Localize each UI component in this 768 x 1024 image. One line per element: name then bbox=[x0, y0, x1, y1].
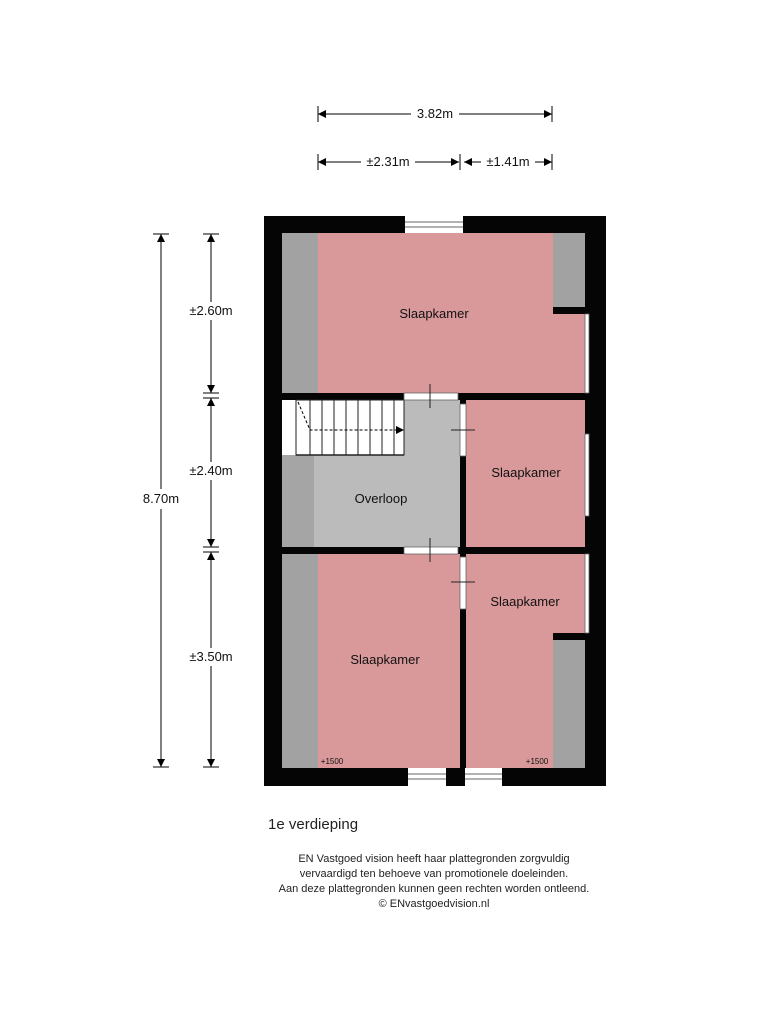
disclaimer-line: vervaardigd ten behoeve van promotionele doeleinden. bbox=[299, 868, 569, 880]
low-ceiling-top-right bbox=[553, 233, 585, 307]
disclaimer-line: EN Vastgoed vision heeft haar plattegronden zorgvuldig bbox=[298, 853, 570, 865]
height-marker-bottom-left: +1500 bbox=[320, 757, 344, 766]
room-label-bottom-left: Slaapkamer bbox=[350, 652, 420, 667]
window-right-top bbox=[585, 314, 589, 393]
disclaimer-line: Aan deze plattegronden kunnen geen rechten worden ontleend. bbox=[278, 883, 590, 895]
dimension-total-width bbox=[318, 105, 552, 122]
dimension-total-width-label: 3.82m bbox=[416, 106, 454, 121]
low-ceiling-bottom-left bbox=[282, 554, 318, 768]
dimension-top-height bbox=[184, 234, 240, 393]
window-right-middle bbox=[585, 434, 589, 516]
dimension-left-width bbox=[318, 153, 460, 170]
window-top bbox=[405, 216, 463, 233]
low-ceiling-top-left bbox=[282, 233, 318, 393]
disclaimer bbox=[234, 852, 634, 912]
dimension-total-height-label: 8.70m bbox=[142, 491, 180, 506]
staircase bbox=[282, 400, 404, 455]
dimension-right-width-label: ±1.41m bbox=[486, 154, 530, 169]
window-right-bottom bbox=[585, 554, 589, 633]
low-ceiling-bottom-right bbox=[553, 640, 585, 768]
window-bottom-right bbox=[465, 768, 502, 786]
room-label-middle-right: Slaapkamer bbox=[491, 465, 561, 480]
dimension-right-width bbox=[464, 153, 552, 170]
dimension-left-width-label: ±2.31m bbox=[366, 154, 410, 169]
dimension-top-height-label: ±2.60m bbox=[189, 303, 233, 318]
dimension-middle-height bbox=[184, 398, 240, 547]
dimension-bottom-height-label: ±3.50m bbox=[189, 649, 233, 664]
disclaimer-copyright: © ENvastgoedvision.nl bbox=[378, 898, 490, 910]
room-label-top: Slaapkamer bbox=[399, 306, 469, 321]
dimension-bottom-height bbox=[184, 552, 240, 767]
room-label-landing: Overloop bbox=[354, 491, 408, 506]
wall-notch-bottom-right bbox=[553, 633, 588, 640]
wall-notch-top-right bbox=[553, 307, 588, 314]
room-label-bottom-right: Slaapkamer bbox=[490, 594, 560, 609]
height-marker-bottom-right: +1500 bbox=[525, 757, 549, 766]
dimension-total-height bbox=[138, 234, 184, 767]
window-bottom-left bbox=[408, 768, 446, 786]
dimension-middle-height-label: ±2.40m bbox=[189, 463, 233, 478]
floor-label: 1e verdieping bbox=[268, 816, 359, 833]
